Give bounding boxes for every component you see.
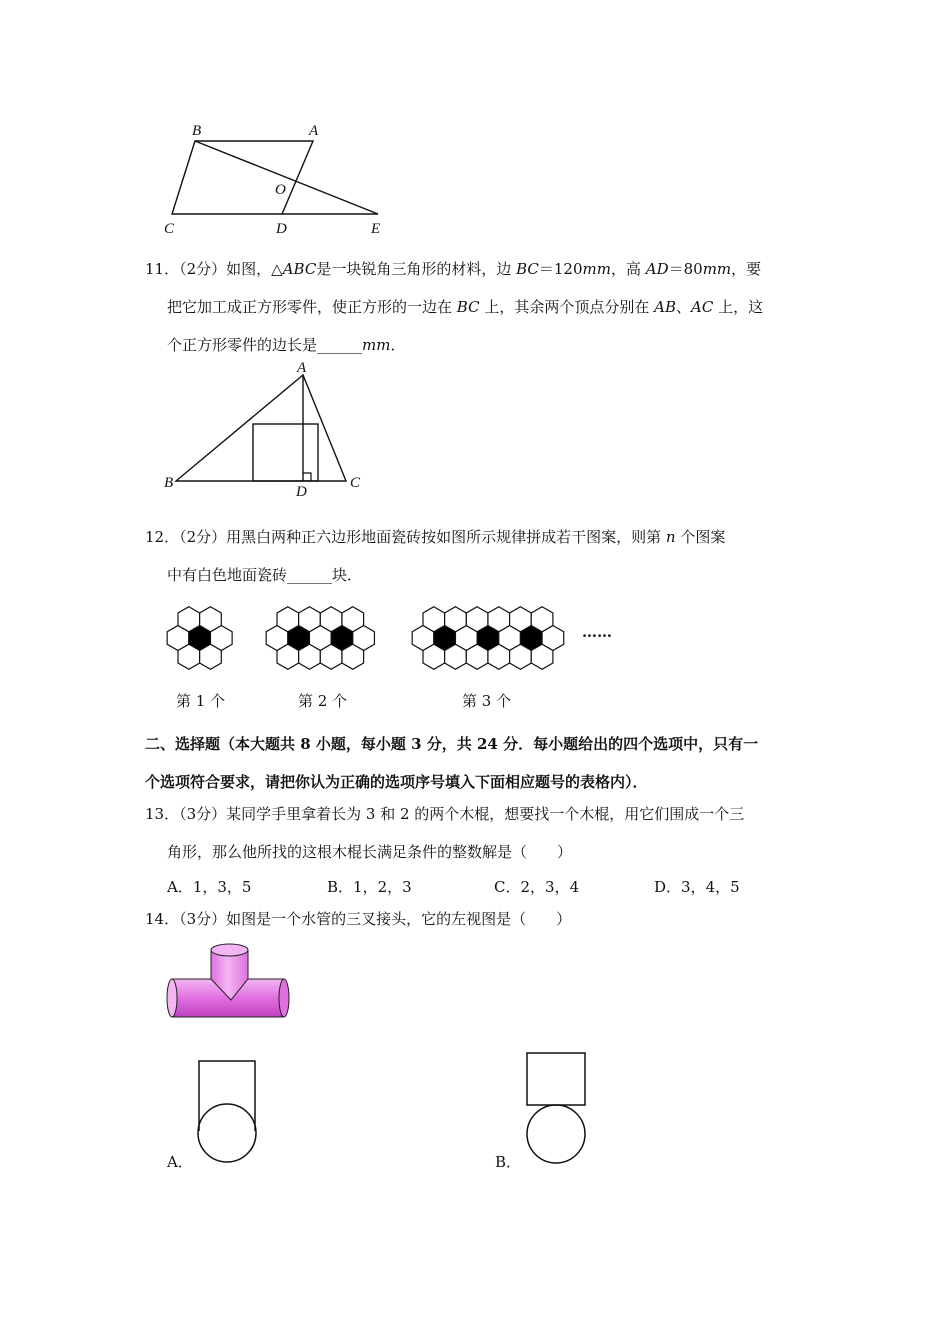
q11-score: （2分） (179, 260, 227, 278)
q13-option-c[interactable]: C．2，3，4 (494, 878, 580, 896)
hexagon-tile-white (342, 644, 364, 669)
figure-q14-pipe-tee (160, 938, 295, 1023)
pipe-top-opening (211, 944, 248, 956)
q11-unit: mm (362, 336, 391, 354)
q11-abc: ABC (282, 260, 317, 278)
triangle-abc (176, 375, 346, 481)
q12-line-1 (145, 527, 725, 547)
hexagon-tile-white (531, 644, 553, 669)
hexagon-tile-white (423, 644, 445, 669)
hexagon-tile-white (299, 607, 321, 632)
q12-score: （2分） (179, 528, 227, 546)
hexagon-tile-white (423, 607, 445, 632)
q12-text: 个图案 (675, 528, 726, 546)
section-2-heading-line-2: 个选项符合要求，请把你认为正确的选项序号填入下面相应题号的表格内）． (145, 773, 648, 791)
label-a: A (297, 362, 307, 376)
hexagon-tile-white (510, 607, 532, 632)
q13-text: 某同学手里拿着长为 3 和 2 的两个木棍，想要找一个木棍，用它们围成一个三 (226, 805, 745, 823)
section-2-heading-line-1: 二、选择题（本大题共 8 小题，每小题 3 分，共 24 分．每小题给出的四个选项中，只有一 (145, 735, 759, 753)
label-a: A (309, 123, 319, 139)
hexagon-tile-white (531, 607, 553, 632)
q14-score: （3分） (179, 910, 227, 928)
option-b-square (527, 1053, 585, 1105)
q12-text: 用黑白两种正六边形地面瓷砖按如图所示规律拼成若干图案，则第 (226, 528, 666, 546)
q11-line-3 (167, 335, 405, 355)
q11-bc: BC (516, 260, 539, 278)
label-o: O (275, 182, 286, 198)
q11-ac: AC (690, 298, 714, 316)
figure-q11-triangle (160, 362, 370, 500)
figure-q12-hexagon-patterns (155, 593, 625, 683)
q11-text: 上，这 (713, 298, 764, 316)
q11-text: 是一块锐角三角形的材料，边 (316, 260, 517, 278)
q11-unit: mm (582, 260, 611, 278)
q11-unit: mm (702, 260, 732, 278)
q11-text: ． (390, 336, 406, 354)
hexagon-tile-white (320, 644, 342, 669)
hexagon-tile-white (299, 644, 321, 669)
q13-line-2: 角形，那么他所找的这根木棍长满足条件的整数解是（ ） (167, 843, 573, 861)
q12-line-2: 中有白色地面瓷砖______块． (167, 566, 363, 584)
hexagon-tile-white (178, 607, 200, 632)
q11-text: ＝120 (538, 260, 583, 278)
q12-caption-3: 第 3 个 (462, 692, 512, 710)
q13-score: （3分） (179, 805, 227, 823)
q11-text: 个正方形零件的边长是______ (167, 336, 363, 354)
label-c: C (164, 221, 175, 237)
hexagon-tile-white (178, 644, 200, 669)
q13-number: 13． (145, 805, 180, 823)
q13-option-d[interactable]: D．3，4，5 (654, 878, 740, 896)
option-b-circle (527, 1105, 585, 1163)
q11-line-1 (145, 259, 761, 279)
q11-text: 把它加工成正方形零件，使正方形的一边在 (167, 298, 457, 316)
q11-ab: AB (654, 298, 676, 316)
q12-ellipsis: …… (582, 623, 612, 641)
q14-option-b-figure[interactable] (520, 1049, 592, 1167)
q14-option-a-figure[interactable] (192, 1055, 264, 1170)
q12-n: n (665, 528, 676, 546)
option-a-circle (198, 1104, 256, 1162)
hexagon-tile-white (445, 607, 467, 632)
hexagon-tile-white (466, 644, 488, 669)
q12-number: 12． (145, 528, 180, 546)
hexagon-tile-white (320, 607, 342, 632)
q11-text: ＝80 (668, 260, 703, 278)
pipe-left-opening (167, 979, 177, 1017)
q11-text: ，高 (610, 260, 646, 278)
label-e: E (371, 221, 381, 237)
label-b: B (164, 475, 174, 491)
hexagon-tile-white (342, 607, 364, 632)
q13-line-1 (145, 804, 744, 824)
label-c: C (350, 475, 361, 491)
q11-text: 、 (675, 298, 691, 316)
parallelogram-abcd (172, 141, 313, 214)
pipe-right-end (279, 979, 289, 1017)
hexagon-tile-white (277, 644, 299, 669)
hexagon-tile-white (466, 607, 488, 632)
q11-bc: BC (456, 298, 480, 316)
hexagon-tile-white (510, 644, 532, 669)
q12-caption-1: 第 1 个 (176, 692, 226, 710)
q13-option-b[interactable]: B．1，2，3 (327, 878, 412, 896)
hexagon-tile-white (445, 644, 467, 669)
q11-text: ，要 (731, 260, 762, 278)
hexagon-tile-white (488, 644, 510, 669)
q11-line-2 (167, 297, 763, 317)
label-d: D (296, 484, 307, 500)
q14-text: 如图是一个水管的三叉接头，它的左视图是（ ） (226, 910, 572, 928)
q14-option-b-label[interactable]: B． (495, 1153, 522, 1171)
q14-line-1 (145, 909, 571, 929)
q12-caption-2: 第 2 个 (298, 692, 348, 710)
q11-ad: AD (645, 260, 669, 278)
label-d: D (276, 221, 287, 237)
hexagon-tile-white (488, 607, 510, 632)
option-a-rectangle-open (199, 1061, 255, 1131)
right-angle-mark (303, 473, 311, 481)
q14-number: 14． (145, 910, 180, 928)
q11-text: 上，其余两个顶点分别在 (479, 298, 655, 316)
q14-option-a-label[interactable]: A． (167, 1153, 193, 1171)
q11-text: 如图，△ (226, 260, 283, 278)
q13-option-a[interactable]: A．1，3，5 (167, 878, 252, 896)
figure-q10-parallelogram (150, 118, 400, 242)
hexagon-tile-white (200, 607, 222, 632)
label-b: B (192, 123, 202, 139)
hexagon-tile-white (200, 644, 222, 669)
q11-number: 11． (145, 260, 180, 278)
hexagon-tile-white (277, 607, 299, 632)
